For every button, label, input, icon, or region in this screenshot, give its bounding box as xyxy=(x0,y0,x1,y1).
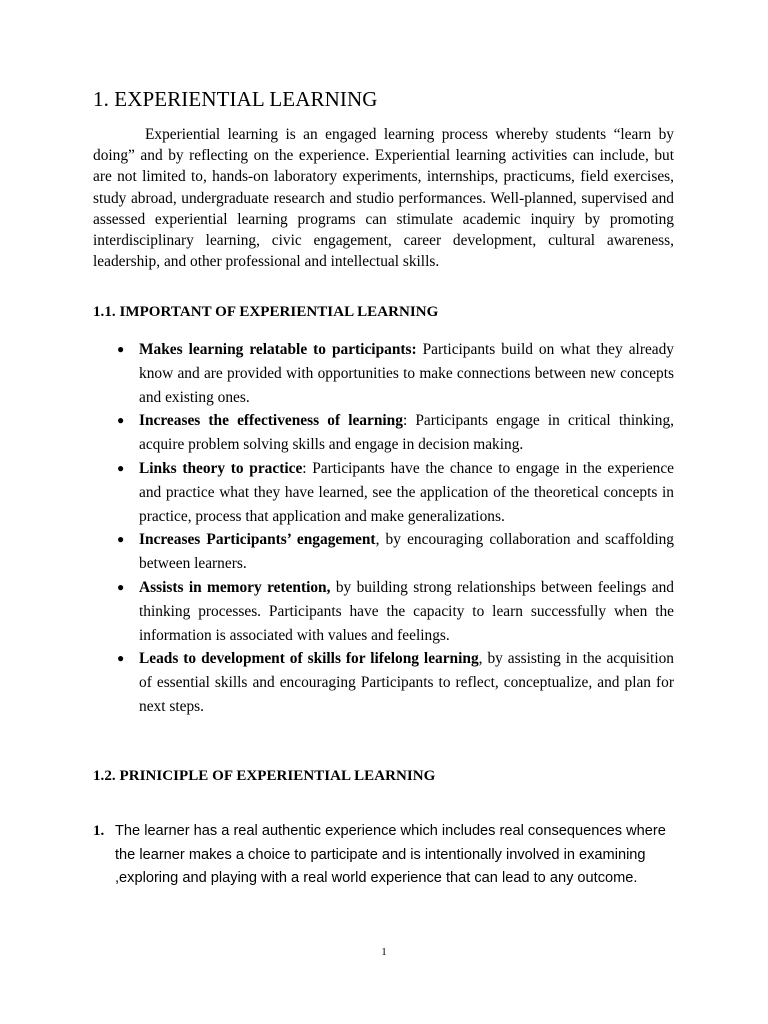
item-text: , by assisting in the acquisition of essential skills and encouraging Participants to reflect, conceptualize, and plan for next steps. xyxy=(139,650,674,715)
importance-list xyxy=(93,338,674,719)
list-item xyxy=(93,820,674,891)
bullet-icon: ● xyxy=(117,532,125,547)
principle-list xyxy=(93,820,674,891)
list-item xyxy=(93,528,674,576)
list-item xyxy=(93,576,674,647)
section-heading-important: 1.1. IMPORTANT OF EXPERIENTIAL LEARNING xyxy=(93,304,439,320)
item-term: Increases the effectiveness of learning xyxy=(139,412,403,430)
intro-paragraph: Experiential learning is an engaged learning process whereby students “learn by doing” and by reflecting on the experience. Experiential learning activities can include, but are not limited to, hands-on laboratory experiments, internships, practicums, field exercises, study abroad, undergraduate research and studio performances. Well-planned, supervised and assessed experiential learning programs can stimulate academic inquiry by promoting interdisciplinary learning, civic engagement, career development, cultural awareness, leadership, and other professional and intellectual skills. xyxy=(93,126,674,271)
item-text: by building strong relationships between feelings and thinking processes. Participants have the capacity to learn successfully when the information is associated with values and feelings. xyxy=(139,578,674,644)
item-term: Links theory to practice xyxy=(139,459,303,477)
bullet-icon: ● xyxy=(117,342,125,356)
bullet-icon: ● xyxy=(117,651,125,666)
item-text: : Participants have the chance to engage in the experience and practice what they have learned, see the application of the theoretical concepts in practice, process that application and make generalizations. xyxy=(139,459,675,525)
item-term: Leads to development of skills for lifelong learning xyxy=(139,650,479,668)
item-term: Increases Participants’ engagement xyxy=(139,531,376,549)
bullet-icon: ● xyxy=(117,460,125,475)
list-item xyxy=(93,457,674,528)
bullet-icon: ● xyxy=(117,413,125,428)
list-item xyxy=(93,338,674,409)
bullet-icon: ● xyxy=(117,579,125,594)
item-number: 1. xyxy=(93,823,105,839)
item-text: : Participants engage in critical thinking, acquire problem solving skills and engage in decision making. xyxy=(139,412,674,454)
list-item xyxy=(93,409,674,457)
section-heading-principle: 1.2. PRINICIPLE OF EXPERIENTIAL LEARNING xyxy=(93,768,436,784)
item-term: Makes learning relatable to participants: xyxy=(139,341,417,358)
item-text: Participants build on what they already know and are provided with opportunities to make connections between new concepts and existing ones. xyxy=(139,341,674,406)
item-text: , by encouraging collaboration and scaffolding between learners. xyxy=(139,531,674,573)
item-text: The learner has a real authentic experience which includes real consequences where the learner makes a choice to participate and is intentionally involved in examining ,exploring and playing with a real world experience that can lead to any outcome. xyxy=(115,823,666,886)
page-number: 1 xyxy=(381,946,387,958)
main-heading: 1. EXPERIENTIAL LEARNING xyxy=(93,87,378,111)
item-term: Assists in memory retention, xyxy=(139,578,331,596)
list-item xyxy=(93,647,674,718)
